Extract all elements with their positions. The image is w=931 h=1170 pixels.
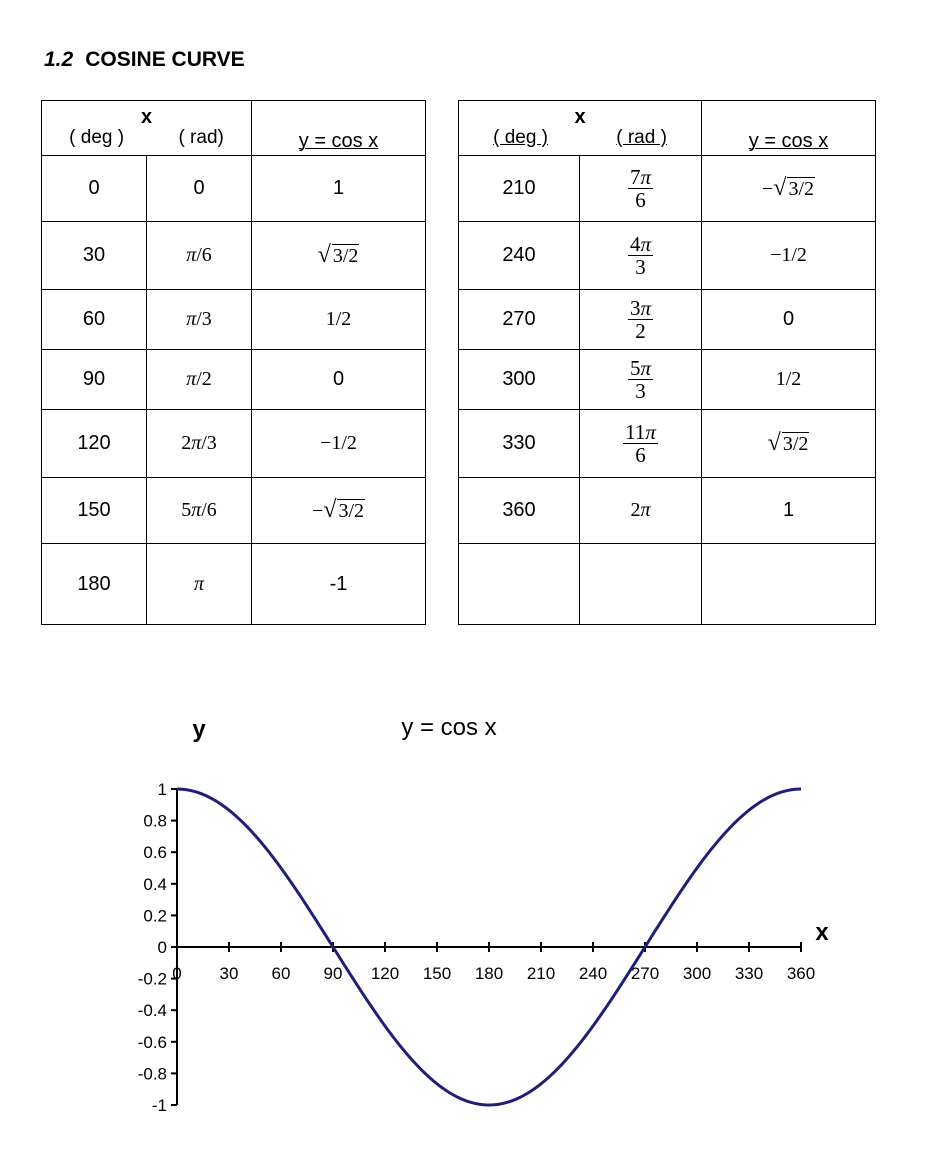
x-label: x [140, 106, 153, 128]
rad-cell: 5π/6 [147, 478, 252, 544]
y-axis-label: y [192, 716, 206, 743]
rad-denominator: 3 [635, 379, 646, 403]
rad-denominator: 2 [635, 319, 646, 343]
table-row [42, 290, 426, 350]
x-header [459, 101, 702, 156]
cos-cell: −1/2 [702, 222, 876, 290]
rad-numerator: 4π [629, 232, 652, 256]
cos-header: y = cos x [702, 101, 876, 156]
deg-header: ( deg ) [69, 127, 125, 148]
x-tick-label: 30 [219, 964, 239, 983]
table-row [42, 410, 426, 478]
rad-cell: 2π/3 [147, 410, 252, 478]
cos-cell: −1/2 [252, 410, 426, 478]
x-tick-label: 120 [370, 964, 400, 983]
y-tick-label: 0.4 [143, 874, 167, 894]
rad-cell [580, 222, 702, 290]
x-tick-label: 150 [422, 964, 452, 983]
cos-cell: √ 3/2 [252, 222, 426, 290]
rad-header: ( rad ) [616, 127, 667, 148]
cos-cell: √ 3/2 [702, 410, 876, 478]
rad-cell [580, 410, 702, 478]
section-number: 1.2 [44, 48, 74, 71]
x-tick-label: 210 [526, 964, 556, 983]
x-tick-label: 180 [474, 964, 504, 983]
rad-cell [580, 290, 702, 350]
deg-cell: 30 [42, 222, 147, 290]
y-ticks [138, 780, 177, 1115]
table-row [42, 156, 426, 222]
rad-cell: π/3 [147, 290, 252, 350]
y-tick-label: 0.2 [143, 906, 167, 926]
empty-cell [459, 544, 580, 625]
y-tick-label: -0.6 [137, 1032, 167, 1052]
cos-cell: 1 [252, 156, 426, 222]
table-row [459, 222, 876, 290]
x-tick-label: 0 [172, 964, 182, 983]
x-header [42, 101, 252, 156]
table-row [42, 478, 426, 544]
x-axis-label: x [815, 919, 829, 946]
cos-cell: −√ 3/2 [702, 156, 876, 222]
table-row [459, 350, 876, 410]
x-tick-label: 360 [786, 964, 816, 983]
deg-cell: 270 [459, 290, 580, 350]
rad-cell: π/6 [147, 222, 252, 290]
cos-cell: -1 [252, 544, 426, 625]
y-tick-label: 0 [157, 938, 167, 957]
table-row [459, 410, 876, 478]
table-row [459, 290, 876, 350]
y-tick-label: 1 [157, 780, 167, 799]
cos-cell: 1/2 [252, 290, 426, 350]
x-tick-label: 300 [682, 964, 712, 983]
x-tick-label: 330 [734, 964, 764, 983]
x-tick-label: 270 [630, 964, 660, 983]
rad-cell [580, 350, 702, 410]
table-row [42, 222, 426, 290]
deg-header: ( deg ) [493, 127, 549, 148]
empty-cell [580, 544, 702, 625]
deg-cell: 210 [459, 156, 580, 222]
rad-cell: 2π [580, 478, 702, 544]
rad-numerator: 3π [629, 296, 652, 320]
deg-cell: 150 [42, 478, 147, 544]
cos-cell: 0 [252, 350, 426, 410]
deg-cell: 60 [42, 290, 147, 350]
cosine-table-right [458, 100, 876, 625]
y-tick-label: -0.8 [137, 1064, 167, 1084]
rad-cell [580, 156, 702, 222]
deg-cell: 120 [42, 410, 147, 478]
table-header-row [459, 101, 876, 156]
rad-header: ( rad) [178, 127, 224, 148]
table-row [42, 544, 426, 625]
table-header-row [42, 101, 426, 156]
cosine-chart [0, 700, 931, 1160]
table-row [459, 156, 876, 222]
table-row [42, 350, 426, 410]
cos-cell: 0 [702, 290, 876, 350]
rad-denominator: 6 [635, 188, 646, 212]
y-tick-label: 0.6 [143, 843, 167, 863]
deg-cell: 360 [459, 478, 580, 544]
section-heading [44, 48, 245, 72]
rad-numerator: 11π [625, 420, 656, 444]
y-tick-label: -1 [151, 1096, 167, 1115]
deg-cell: 300 [459, 350, 580, 410]
cos-cell: 1/2 [702, 350, 876, 410]
cos-cell: 1 [702, 478, 876, 544]
y-tick-label: -0.2 [137, 969, 167, 989]
rad-denominator: 6 [635, 443, 646, 467]
rad-numerator: 7π [629, 165, 652, 189]
empty-cell [702, 544, 876, 625]
y-tick-label: -0.4 [137, 1001, 167, 1021]
x-tick-label: 60 [271, 964, 291, 983]
rad-denominator: 3 [635, 255, 646, 279]
deg-cell: 90 [42, 350, 147, 410]
rad-cell: π/2 [147, 350, 252, 410]
cos-cell: −√ 3/2 [252, 478, 426, 544]
section-title: COSINE CURVE [85, 48, 245, 71]
x-tick-label: 240 [578, 964, 608, 983]
x-label: x [574, 106, 586, 128]
y-tick-label: 0.8 [143, 811, 167, 831]
deg-cell: 0 [42, 156, 147, 222]
cos-header: y = cos x [252, 101, 426, 156]
cosine-table-left [41, 100, 426, 625]
deg-cell: 240 [459, 222, 580, 290]
rad-numerator: 5π [629, 356, 652, 380]
rad-cell: π [147, 544, 252, 625]
rad-cell: 0 [147, 156, 252, 222]
table-row [459, 478, 876, 544]
deg-cell: 330 [459, 410, 580, 478]
chart-title: y = cos x [401, 714, 497, 741]
x-ticks [172, 942, 815, 983]
deg-cell: 180 [42, 544, 147, 625]
table-row [459, 544, 876, 625]
x-tick-label: 90 [323, 964, 343, 983]
